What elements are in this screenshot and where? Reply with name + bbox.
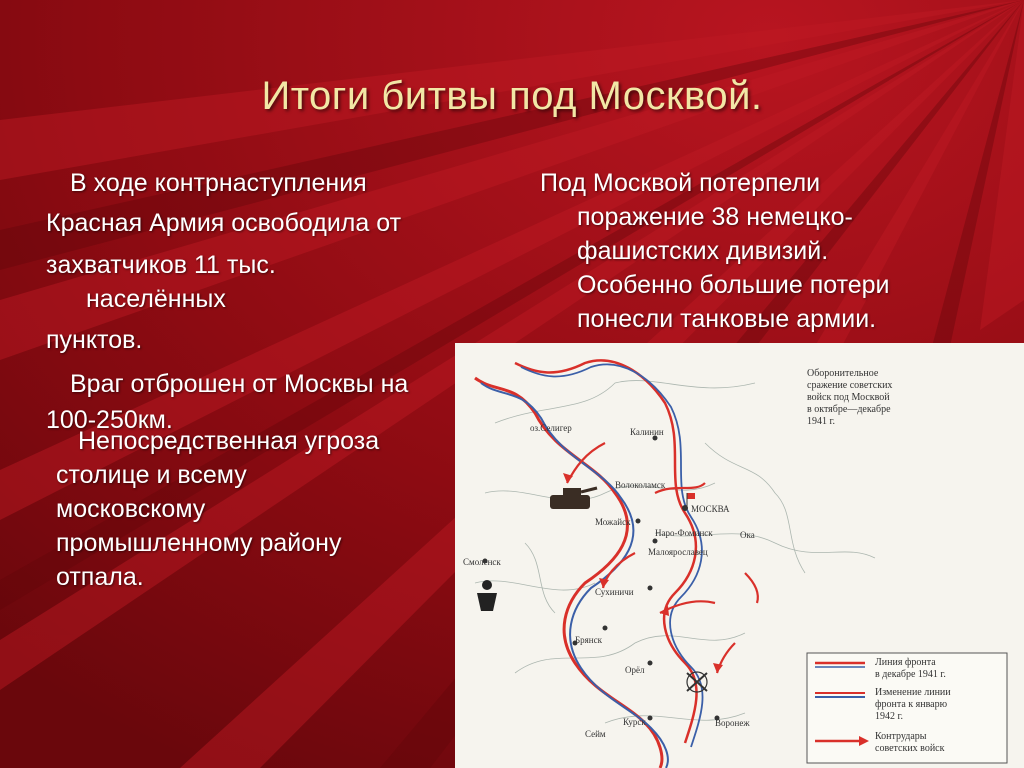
right-text-line-5: понесли танковые армии. — [577, 305, 877, 333]
right-text-line-3: фашистских дивизий. — [577, 237, 829, 265]
river-label-oka: Ока — [740, 530, 755, 540]
map-caption-line-2: сражение советских — [807, 380, 893, 391]
map-caption-line-4: в октябре—декабре — [807, 404, 891, 415]
river-label-seim: Сейм — [585, 729, 606, 739]
legend-item-1-line-1: Линия фронта — [875, 657, 936, 668]
lake-label-seliger: оз.Селигер — [530, 423, 572, 433]
city-label-sukhinichi: Сухиничи — [595, 587, 634, 597]
city-label-moskva: МОСКВА — [691, 504, 730, 514]
lower-text-line-3: московскому — [56, 495, 206, 523]
map-caption-line-5: 1941 г. — [807, 416, 835, 427]
legend-item-3-line-1: Контрудары — [875, 731, 927, 742]
lower-text-line-4: промышленному району — [56, 529, 342, 557]
city-label-mozhaysk: Можайск — [595, 517, 631, 527]
tank-icon — [550, 488, 597, 509]
legend-item-2-line-1: Изменение линии — [875, 687, 951, 698]
city-label-kursk: Курск — [623, 717, 646, 727]
legend-item-2-line-2: фронта к январю — [875, 699, 948, 710]
left-text-line-5: пунктов. — [46, 326, 143, 354]
right-text-line-1: Под Москвой потерпели — [540, 169, 821, 197]
lower-text-line-1: Непосредственная угроза — [78, 427, 380, 455]
right-text-line-2: поражение 38 немецко- — [577, 203, 853, 231]
slide-title: Итоги битвы под Москвой. — [261, 74, 763, 118]
city-label-bryansk: Брянск — [575, 635, 602, 645]
left-text-line-4: населённых — [86, 285, 226, 313]
lower-text-line-2: столице и всему — [56, 461, 247, 489]
city-label-maloyaroslavets: Малоярославец — [648, 547, 708, 557]
legend-item-1-line-2: в декабре 1941 г. — [875, 669, 946, 680]
left-text-line-7: 100-250км. — [46, 406, 173, 434]
battle-map — [455, 343, 1024, 768]
city-label-orel: Орёл — [625, 665, 645, 675]
soldier-icon — [477, 580, 497, 611]
city-label-voronezh: Воронеж — [715, 718, 750, 728]
right-text-line-4: Особенно большие потери — [577, 271, 890, 299]
map-caption-line-3: войск под Москвой — [807, 392, 890, 403]
left-text-line-3: захватчиков 11 тыс. — [46, 251, 276, 279]
city-label-volokolamsk: Волоколамск — [615, 480, 666, 490]
city-label-smolensk: Смоленск — [463, 557, 501, 567]
legend-item-3-line-2: советских войск — [875, 743, 945, 754]
map-caption-line-1: Оборонительное — [807, 368, 879, 379]
left-text-line-6: Враг отброшен от Москвы на — [70, 370, 409, 398]
left-text-line-1: В ходе контрнаступления — [70, 169, 367, 197]
city-label-naro: Наро-Фоминск — [655, 528, 713, 538]
lower-text-line-5: отпала. — [56, 563, 144, 591]
legend-item-2-line-3: 1942 г. — [875, 711, 903, 722]
city-label-kalinin: Калинин — [630, 427, 664, 437]
map-legend — [807, 653, 1007, 763]
battle-map-drawing — [455, 343, 1024, 768]
left-text-line-2: Красная Армия освободила от — [46, 209, 402, 237]
